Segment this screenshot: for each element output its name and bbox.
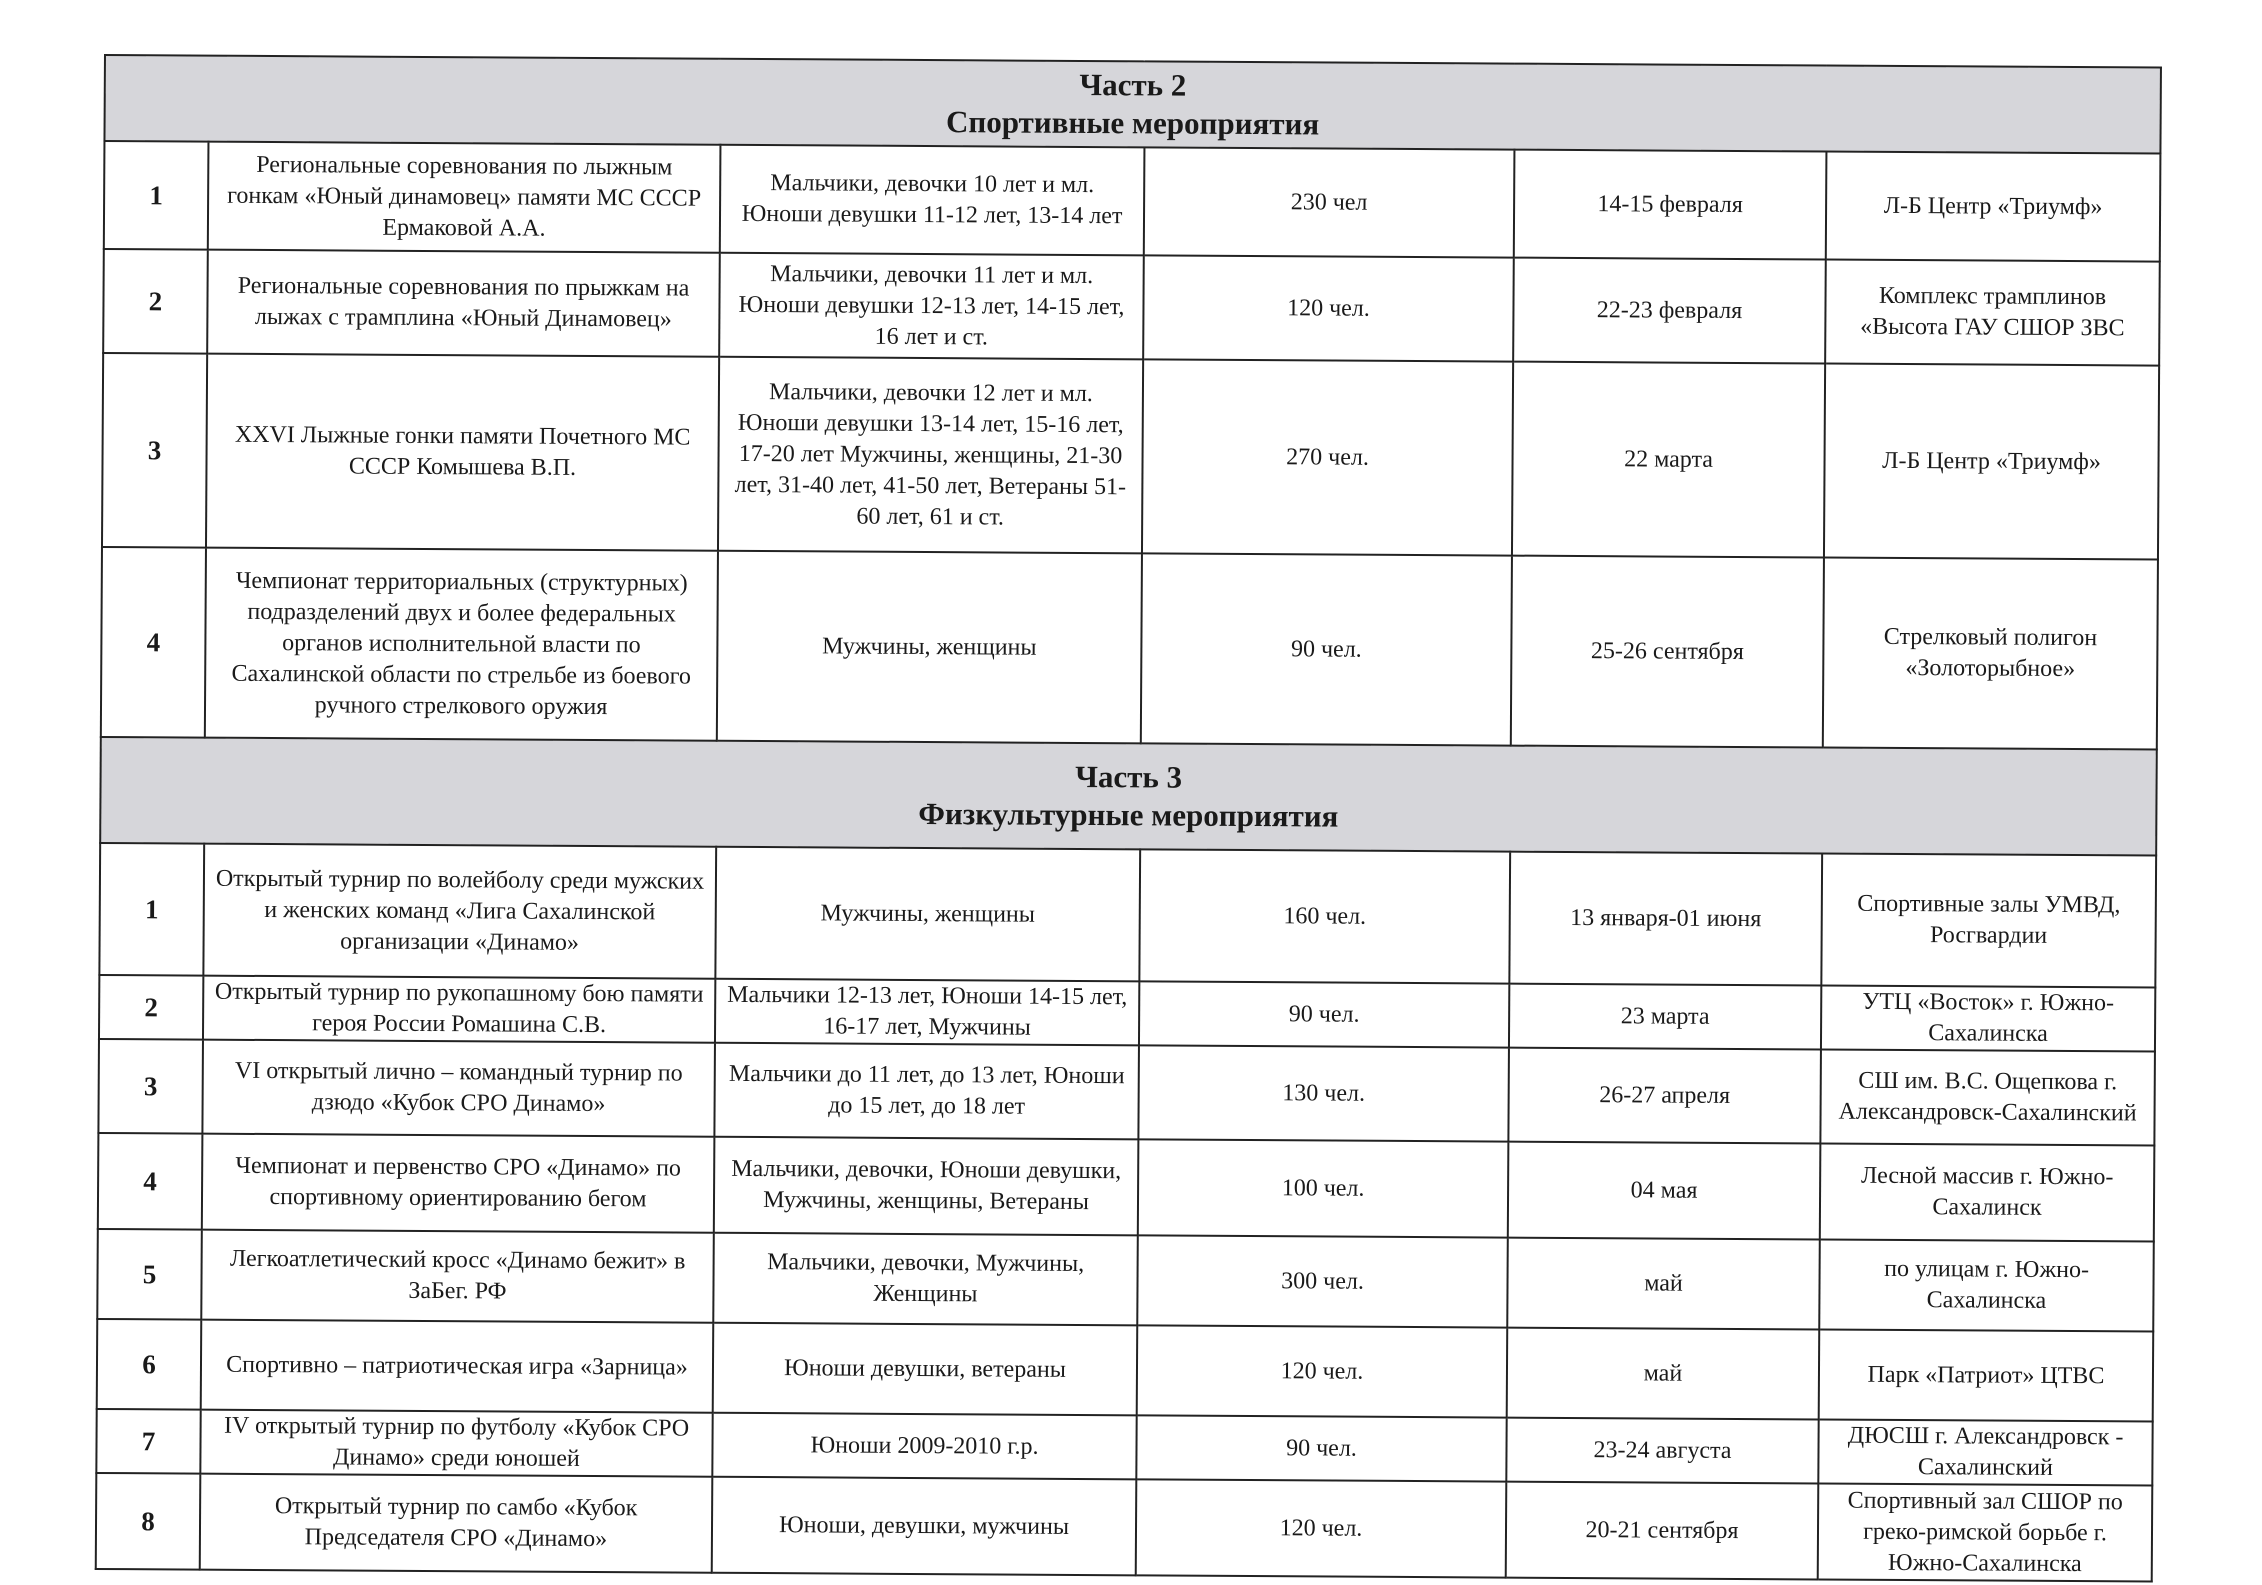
row-number: 2 <box>99 975 203 1040</box>
section-title: Физкультурные мероприятия <box>918 795 1339 834</box>
event-count: 160 чел. <box>1139 849 1510 983</box>
event-date: 14-15 февраля <box>1514 150 1827 260</box>
table-row <box>103 249 2160 366</box>
table-row <box>98 1039 2155 1146</box>
event-name: Спортивно – патриотическая игра «Зарница» <box>201 1320 714 1413</box>
table-row <box>102 353 2159 560</box>
event-count: 90 чел. <box>1141 553 1512 745</box>
event-date: 20-21 сентября <box>1506 1482 1819 1580</box>
event-name: Чемпионат территориальных (структурных) подразделений двух и более федеральных органов исполнительной власти по Сахалинской области по стрельбе из боевого ручного стрелкового оружия <box>205 548 718 741</box>
event-participants: Мальчики, девочки, Мужчины, Женщины <box>713 1233 1138 1326</box>
event-count: 100 чел. <box>1138 1139 1509 1237</box>
section-part: Часть 2 <box>1079 66 1187 103</box>
event-name: Региональные соревнования по прыжкам на лыжах с трамплина «Юный Динамовец» <box>207 250 720 357</box>
row-number: 5 <box>97 1229 202 1320</box>
event-date: 13 января-01 июня <box>1509 852 1822 986</box>
event-name: IV открытый турнир по футболу «Кубок СРО Динамо» среди юношей <box>200 1410 712 1477</box>
event-date: 23 марта <box>1509 984 1821 1050</box>
event-date: 22-23 февраля <box>1513 258 1826 364</box>
section-part: Часть 3 <box>1075 758 1183 795</box>
event-count: 130 чел. <box>1138 1045 1509 1141</box>
event-participants: Мальчики до 11 лет, до 13 лет, Юноши до 15 лет, до 18 лет <box>714 1043 1139 1140</box>
event-place: по улицам г. Южно-Сахалинска <box>1819 1240 2154 1332</box>
row-number: 1 <box>104 141 209 250</box>
event-place: СШ им. В.С. Ощепкова г. Александровск-Сахалинский <box>1820 1050 2155 1146</box>
section-title: Спортивные мероприятия <box>945 104 1320 142</box>
event-participants: Мальчики, девочки, Юноши девушки, Мужчины, женщины, Ветераны <box>714 1137 1139 1236</box>
event-place: Комплекс трамплинов «Высота ГАУ СШОР ЗВС <box>1825 260 2160 366</box>
table-row <box>98 1133 2155 1242</box>
event-name: Легкоатлетический кросс «Динамо бежит» в ЗаБег. РФ <box>201 1230 714 1323</box>
section-heading <box>100 737 2157 856</box>
row-number: 1 <box>99 843 204 976</box>
event-count: 120 чел. <box>1143 255 1514 361</box>
event-place: Л-Б Центр «Триумф» <box>1824 364 2159 560</box>
row-number: 6 <box>97 1319 202 1410</box>
event-count: 90 чел. <box>1139 981 1509 1047</box>
event-date: май <box>1507 1238 1820 1330</box>
event-place: Парк «Патриот» ЦТВС <box>1819 1330 2154 1422</box>
event-date: 25-26 сентября <box>1511 556 1824 748</box>
event-count: 270 чел. <box>1142 359 1513 555</box>
table-row <box>101 547 2158 750</box>
section-header <box>104 55 2161 154</box>
event-place: Стрелковый полигон «Золоторыбное» <box>1823 558 2158 750</box>
table-row <box>97 1319 2154 1422</box>
event-place: Лесной массив г. Южно-Сахалинск <box>1820 1144 2155 1242</box>
row-number: 4 <box>101 547 206 738</box>
event-participants: Мужчины, женщины <box>715 847 1140 982</box>
table-row <box>96 1473 2153 1582</box>
event-name: Региональные соревнования по лыжным гонкам «Юный динамовец» памяти МС СССР Ермаковой А.А. <box>208 142 721 253</box>
event-count: 230 чел <box>1144 147 1515 257</box>
event-count: 90 чел. <box>1136 1415 1506 1481</box>
event-name: Открытый турнир по рукопашному бою памяти героя России Ромашина С.В. <box>203 976 715 1043</box>
event-participants: Юноши девушки, ветераны <box>713 1323 1138 1416</box>
event-name: Открытый турнир по волейболу среди мужских и женских команд «Лига Сахалинской организации «Динамо» <box>203 844 716 979</box>
row-number: 7 <box>96 1409 200 1474</box>
section-header <box>100 737 2157 856</box>
event-date: 04 мая <box>1508 1142 1821 1240</box>
event-count: 120 чел. <box>1136 1479 1507 1577</box>
event-count: 120 чел. <box>1137 1325 1508 1417</box>
table-row <box>99 843 2156 988</box>
event-name: Открытый турнир по самбо «Кубок Председателя СРО «Динамо» <box>200 1474 713 1573</box>
event-participants: Мальчики, девочки 11 лет и мл. Юноши девушки 12-13 лет, 14-15 лет, 16 лет и ст. <box>719 253 1144 360</box>
event-participants: Мальчики, девочки 10 лет и мл. Юноши девушки 11-12 лет, 13-14 лет <box>720 145 1145 256</box>
event-participants: Мальчики 12-13 лет, Юноши 14-15 лет, 16-17 лет, Мужчины <box>715 979 1139 1046</box>
event-participants: Юноши, девушки, мужчины <box>712 1477 1137 1576</box>
row-number: 8 <box>96 1473 201 1570</box>
event-date: май <box>1507 1328 1820 1420</box>
event-name: VI открытый лично – командный турнир по дзюдо «Кубок СРО Динамо» <box>202 1040 715 1137</box>
event-participants: Мальчики, девочки 12 лет и мл. Юноши девушки 13-14 лет, 15-16 лет, 17-20 лет Мужчины, женщины, 21-30 лет, 31-40 лет, 41-50 лет, Ветераны 51-60 лет, 61 и ст. <box>718 357 1143 554</box>
row-number: 3 <box>102 353 207 548</box>
event-place: Спортивные залы УМВД, Росгвардии <box>1821 854 2156 988</box>
row-number: 3 <box>98 1039 203 1134</box>
event-date: 22 марта <box>1512 362 1825 558</box>
section-heading <box>104 55 2161 154</box>
event-name: Чемпионат и первенство СРО «Динамо» по спортивному ориентированию бегом <box>202 1134 715 1233</box>
table-row <box>104 141 2161 262</box>
row-number: 2 <box>103 249 208 354</box>
event-date: 26-27 апреля <box>1508 1048 1821 1144</box>
events-table <box>95 54 2162 1583</box>
row-number: 4 <box>98 1133 203 1230</box>
event-name: XXVI Лыжные гонки памяти Почетного МС СССР Комышева В.П. <box>206 354 719 551</box>
event-place: Спортивный зал СШОР по греко-римской борьбе г. Южно-Сахалинска <box>1818 1483 2153 1581</box>
event-participants: Юноши 2009-2010 г.р. <box>712 1413 1136 1480</box>
event-place: Л-Б Центр «Триумф» <box>1826 152 2161 262</box>
event-count: 300 чел. <box>1137 1235 1508 1327</box>
event-place: ДЮСШ г. Александровск - Сахалинский <box>1818 1419 2152 1485</box>
event-participants: Мужчины, женщины <box>717 551 1142 744</box>
event-date: 23-24 августа <box>1506 1418 1818 1484</box>
event-place: УТЦ «Восток» г. Южно-Сахалинска <box>1821 986 2155 1052</box>
table-row <box>97 1229 2154 1332</box>
